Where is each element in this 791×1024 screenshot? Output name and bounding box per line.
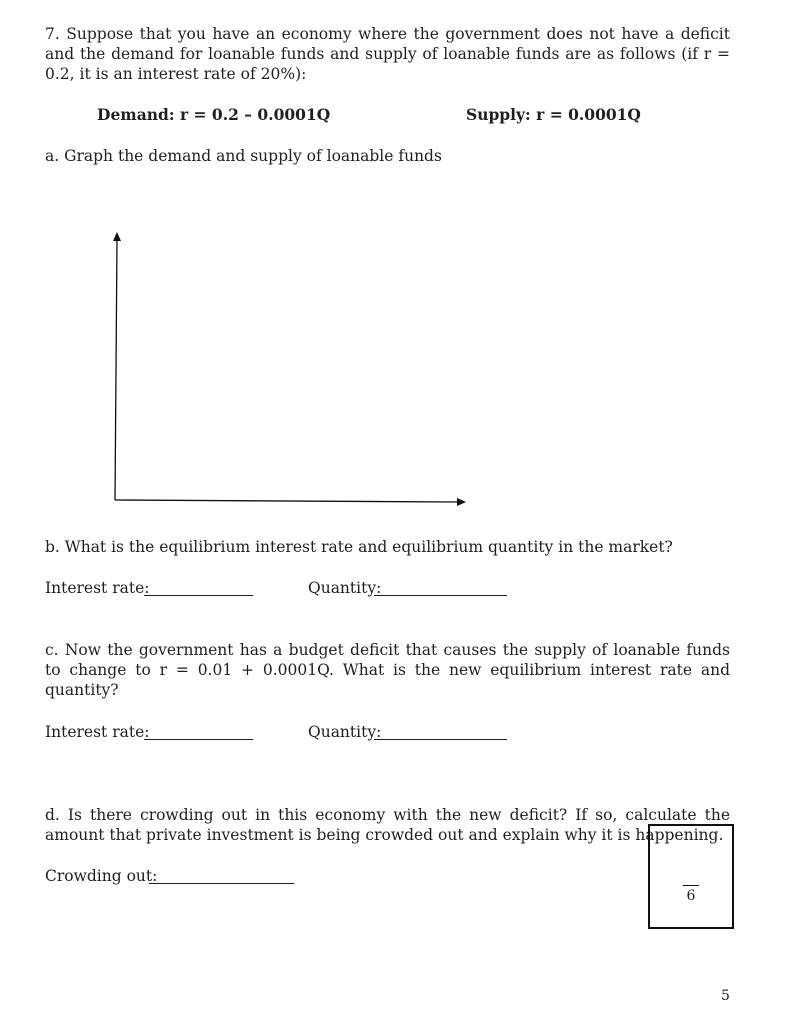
part-b-prompt: b. What is the equilibrium interest rate and equilibrium quantity in the market? (45, 538, 673, 556)
part-b-quantity-answer-line[interactable] (374, 595, 507, 596)
score-denominator: 6 (686, 888, 696, 904)
part-b-interest-answer-line[interactable] (144, 595, 253, 596)
demand-equation: Demand: r = 0.2 – 0.0001Q (97, 105, 331, 124)
part-d-prompt: d. Is there crowding out in this economy with the new deficit? If so, calculate the amount that private investment is being crowded out and explain why it is happening. (45, 806, 730, 844)
crowding-out-answer-line[interactable] (149, 883, 294, 884)
x-axis-line (115, 500, 458, 502)
part-c-quantity-label: Quantity: (308, 723, 382, 741)
supply-equation: Supply: r = 0.0001Q (466, 105, 641, 124)
part-c-interest-answer-line[interactable] (144, 739, 253, 740)
crowding-out-label: Crowding out: (45, 867, 158, 885)
part-a-prompt: a. Graph the demand and supply of loanable funds (45, 147, 442, 165)
score-fraction (683, 885, 699, 905)
question-intro: 7. Suppose that you have an economy where the government does not have a deficit and the demand for loanable funds and supply of loanable funds are as follows (if r = 0.2, it is an interest rate of 20%): (45, 25, 730, 83)
part-b-quantity-label: Quantity: (308, 579, 382, 597)
part-c-quantity-answer-line[interactable] (374, 739, 507, 740)
part-b-interest-label: Interest rate: (45, 579, 150, 597)
page-number: 5 (721, 988, 730, 1004)
part-c-prompt: c. Now the government has a budget deficit that causes the supply of loanable funds to change to r = 0.01 + 0.0001Q. What is the new equilibrium interest rate and quantity? (45, 641, 730, 699)
blank-graph-axes[interactable] (100, 225, 480, 515)
y-axis-line (115, 239, 117, 500)
score-box[interactable] (648, 824, 734, 929)
y-axis-arrow-icon (113, 232, 121, 241)
part-c-interest-label: Interest rate: (45, 723, 150, 741)
x-axis-arrow-icon (457, 498, 466, 506)
score-fraction-bar (683, 885, 699, 886)
